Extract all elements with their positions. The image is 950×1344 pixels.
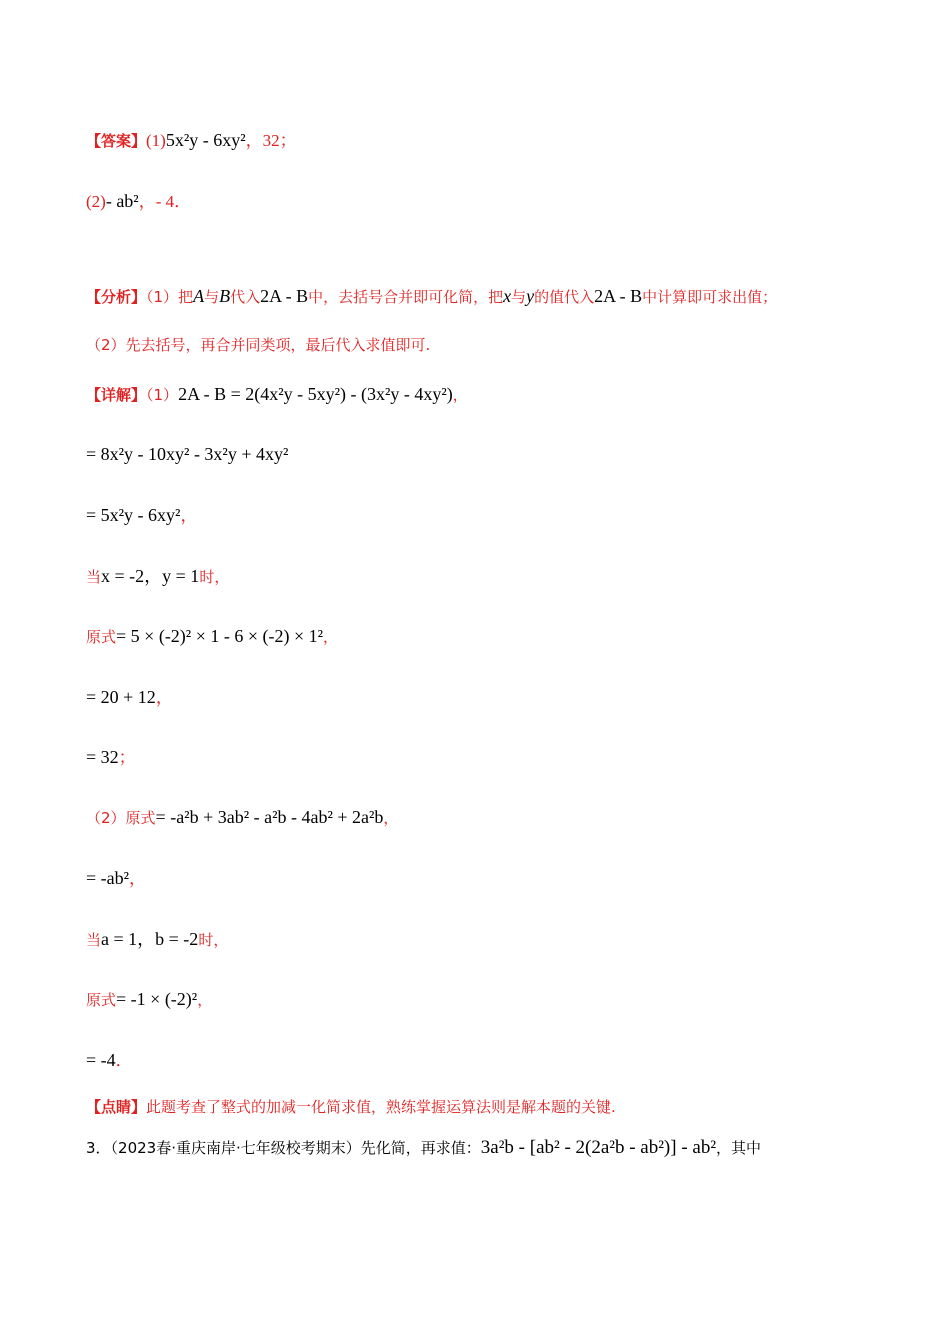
detail-line-8 (86, 805, 398, 830)
answer-part1-expr: 5x²y - 6xy² (165, 130, 246, 150)
detail-expr: = -ab² (86, 868, 130, 888)
detail-line-5 (86, 624, 338, 649)
var-B: B (219, 286, 231, 306)
question-expr: 3a²b - [ab² - 2(2a²b - ab²)] - ab² (480, 1137, 717, 1158)
detail-expr: = 20 + 12 (86, 687, 156, 707)
detail-expr: x = -2，y = 1 (101, 566, 200, 586)
var-y: y (526, 286, 535, 306)
analysis-text: 中，去括号合并即可化简，把 (308, 288, 504, 306)
detail-punct: ， (180, 506, 198, 525)
detail-label: （1） (146, 386, 179, 404)
detail-punct: ， (383, 809, 399, 827)
analysis-text: 与 (204, 288, 220, 306)
var-A: A (193, 286, 205, 306)
comment-tag: 【点睛】 (86, 1098, 147, 1116)
question-number: 3． (86, 1139, 111, 1157)
answer-line-1 (86, 128, 297, 153)
detail-text: 时， (198, 931, 229, 949)
question-3 (86, 1136, 761, 1160)
answer-part2-value: ，- 4． (138, 192, 192, 211)
comment-text: 此题考查了整式的加减一化简求值，熟练掌握运算法则是解本题的关键. (146, 1098, 616, 1116)
answer-part1-prefix: (1) (146, 131, 166, 150)
analysis-expr: 2A - B (594, 286, 643, 306)
detail-expr: = 8x²y - 10xy² - 3x²y + 4xy² (86, 444, 289, 464)
detail-expr: = -a²b + 3ab² - a²b - 4ab² + 2a²b (155, 807, 384, 827)
detail-line-10 (86, 927, 228, 952)
var-x: x (503, 286, 512, 306)
detail-expr: = -1 × (-2)² (116, 989, 198, 1009)
detail-line-6 (86, 685, 173, 710)
detail-punct: ， (197, 991, 213, 1009)
detail-line-7 (86, 745, 136, 770)
detail-text: 当 (86, 568, 102, 586)
analysis-text: 的值代入 (534, 288, 595, 306)
detail-text: 时， (199, 568, 230, 586)
detail-line-3 (86, 503, 197, 528)
answer-tag: 【答案】 (86, 132, 147, 150)
analysis-line-2: （2）先去括号，再合并同类项，最后代入求值即可. (86, 336, 431, 354)
detail-punct: ， (155, 688, 173, 707)
analysis-text: 中计算即可求出值； (642, 288, 778, 306)
analysis-text: 代入 (230, 288, 261, 306)
detail-tag: 【详解】 (86, 386, 147, 404)
comment-line (86, 1095, 616, 1119)
detail-expr: = 5x²y - 6xy² (86, 505, 181, 525)
answer-part2-expr: - ab² (105, 191, 139, 211)
answer-line-2 (86, 189, 191, 214)
question-tail: ，其中 (716, 1139, 762, 1157)
detail-text: 当 (86, 931, 102, 949)
detail-line-9 (86, 866, 146, 891)
answer-part1-value: ，32； (245, 131, 297, 150)
detail-punct: ， (323, 628, 339, 646)
detail-text: 原式 (86, 628, 117, 646)
question-prompt: 先化简，再求值： (360, 1139, 481, 1157)
analysis-text: （1）把 (146, 288, 194, 306)
analysis-line-1 (86, 284, 777, 309)
question-source: （2023春·重庆南岸·七年级校考期末） (110, 1139, 361, 1157)
detail-text: 原式 (86, 991, 117, 1009)
analysis-tag: 【分析】 (86, 288, 147, 306)
analysis-expr: 2A - B (260, 286, 309, 306)
analysis-text: 与 (511, 288, 527, 306)
detail-expr: 2A - B = 2(4x²y - 5xy²) - (3x²y - 4xy²) (178, 384, 453, 404)
detail-punct: ； (118, 748, 136, 767)
detail-line-11 (86, 987, 212, 1012)
detail-text: （2）原式 (86, 809, 156, 827)
detail-expr: = 5 × (-2)² × 1 - 6 × (-2) × 1² (116, 626, 324, 646)
detail-line-1 (86, 382, 468, 407)
detail-line-12 (86, 1048, 133, 1073)
detail-punct: ， (129, 869, 147, 888)
detail-expr: = 32 (86, 747, 119, 767)
detail-expr: a = 1，b = -2 (101, 929, 199, 949)
detail-punct: ． (115, 1051, 133, 1070)
detail-punct: ， (452, 386, 468, 404)
answer-part2-prefix: (2) (86, 192, 106, 211)
detail-line-4 (86, 564, 229, 589)
detail-line-2 (86, 442, 288, 467)
detail-expr: = -4 (86, 1050, 116, 1070)
